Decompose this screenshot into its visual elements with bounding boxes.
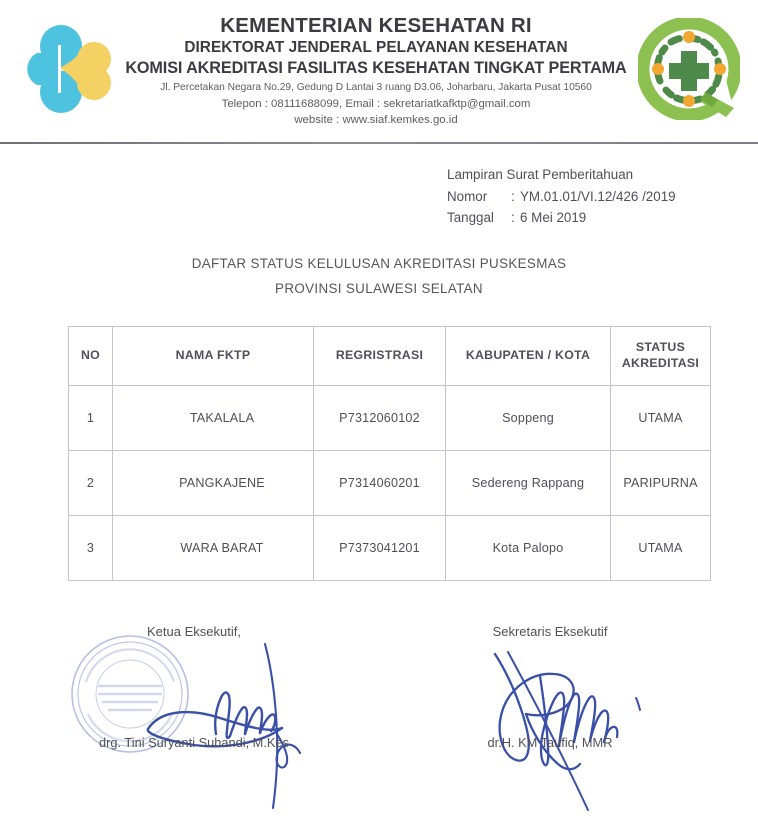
cell-regristrasi: P7312060102: [314, 386, 446, 451]
cell-no: 2: [69, 451, 113, 516]
cell-kabupaten-kota: Soppeng: [446, 386, 611, 451]
signature-name-right: dr.H. KM Taufiq, MMR: [487, 735, 613, 750]
org-website: website : www.siaf.kemkes.go.id: [294, 114, 458, 127]
signature-role-left: Ketua Eksekutif,: [147, 624, 241, 639]
column-header-kabupaten-kota: KABUPATEN / KOTA: [446, 327, 611, 386]
attachment-title: Lampiran Surat Pemberitahuan: [447, 167, 634, 182]
cell-nama-fktp: PANGKAJENE: [113, 451, 314, 516]
tanggal-separator: :: [511, 210, 515, 226]
letterhead: [0, 0, 758, 143]
cell-status-akreditasi: UTAMA: [611, 516, 711, 581]
signature-block-right: [400, 624, 700, 750]
column-header-status-line1: STATUS: [635, 340, 686, 355]
cell-nama-fktp: WARA BARAT: [113, 516, 314, 581]
nomor-row: [447, 186, 676, 208]
table-row: [69, 451, 711, 516]
cell-kabupaten-kota: Sedereng Rappang: [446, 451, 611, 516]
nomor-value: YM.01.01/VI.12/426 /2019: [520, 188, 676, 204]
cell-no: 1: [69, 386, 113, 451]
cell-nama-fktp: TAKALALA: [113, 386, 314, 451]
cell-regristrasi: P7314060201: [314, 451, 446, 516]
kemenkes-logo: [14, 17, 116, 121]
cell-no: 3: [69, 516, 113, 581]
accreditation-table-wrapper: [68, 326, 710, 581]
cell-regristrasi: P7373041201: [314, 516, 446, 581]
table-row: [69, 516, 711, 581]
document-title-line2: PROVINSI SULAWESI SELATAN: [275, 280, 483, 296]
accreditation-table: [68, 326, 711, 581]
header-divider: [0, 142, 758, 144]
org-name-line1: KEMENTERIAN KESEHATAN RI: [220, 14, 532, 37]
column-header-no: NO: [69, 327, 113, 386]
org-name-line3: KOMISI AKREDITASI FASILITAS KESEHATAN TINGKAT PERTAMA: [125, 58, 627, 77]
column-header-nama-fktp: NAMA FKTP: [113, 327, 314, 386]
column-header-status-akreditasi: [611, 327, 711, 386]
nomor-separator: :: [511, 188, 515, 204]
column-header-regristrasi: REGRISTRASI: [314, 327, 446, 386]
cell-status-akreditasi: UTAMA: [611, 386, 711, 451]
attachment-reference-block: [447, 164, 676, 229]
table-header-row: [69, 327, 711, 386]
kafktp-logo: [638, 18, 740, 120]
tanggal-row: [447, 207, 676, 229]
org-name-line2: DIREKTORAT JENDERAL PELAYANAN KESEHATAN: [184, 39, 568, 57]
table-head: [69, 327, 711, 386]
document-title-line1: DAFTAR STATUS KELULUSAN AKREDITASI PUSKESMAS: [191, 256, 567, 271]
attachment-title-row: [447, 164, 676, 186]
nomor-label: Nomor: [447, 188, 488, 204]
signature-role-right: Sekretaris Eksekutif: [492, 624, 608, 639]
cell-status-akreditasi: PARIPURNA: [611, 451, 711, 516]
tanggal-value: 6 Mei 2019: [520, 210, 587, 226]
signature-name-left: drg. Tini Suryanti Suhandi, M.Kes: [99, 735, 289, 750]
document-title: [0, 252, 758, 302]
tanggal-label: Tanggal: [447, 210, 494, 226]
table-row: [69, 386, 711, 451]
column-header-status-line2: AKREDITASI: [621, 356, 700, 370]
org-contact: Telepon : 08111688099, Email : sekretariatkafktp@gmail.com: [221, 97, 531, 110]
letterhead-text: [120, 14, 632, 128]
cell-kabupaten-kota: Kota Palopo: [446, 516, 611, 581]
table-body: [69, 386, 711, 581]
signature-space-right: [400, 639, 700, 735]
org-address: Jl. Percetakan Negara No.29, Gedung D Lantai 3 ruang D3.06, Joharbaru, Jakarta Pusat 10560: [160, 82, 592, 94]
